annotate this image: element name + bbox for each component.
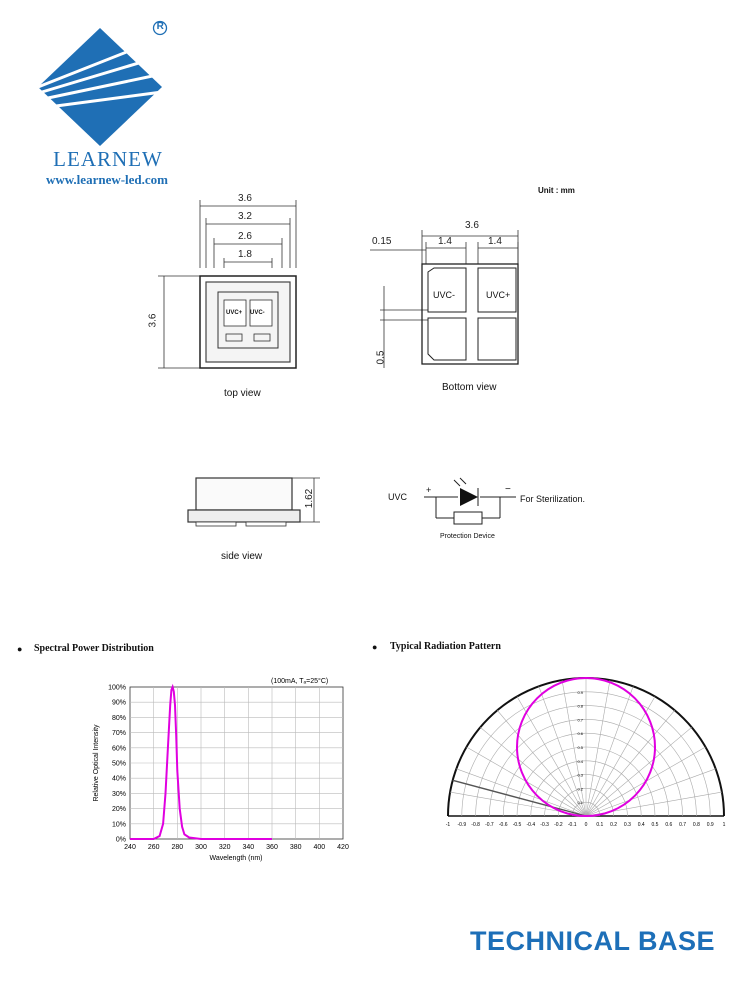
x-tick-label: -0.2 — [554, 822, 563, 828]
x-tick-label: 300 — [195, 844, 207, 851]
y-tick-label: 80% — [111, 714, 126, 722]
x-tick-label: 0.8 — [692, 822, 700, 828]
top-dim-height: 3.6 — [147, 313, 159, 328]
r-tick-label: 0.1 — [577, 800, 583, 806]
r-tick-label: 0.5 — [577, 745, 583, 750]
r-tick-label: 0.6 — [577, 731, 583, 737]
x-tick-label: 340 — [242, 844, 255, 851]
x-tick-label: 0.6 — [665, 822, 673, 828]
x-tick-label: 0.9 — [706, 822, 714, 828]
x-tick-label: -0.5 — [512, 822, 522, 828]
bottom-pad-minus: UVC- — [433, 290, 455, 300]
registered-mark: R — [152, 20, 168, 36]
x-tick-label: 0.7 — [679, 822, 687, 828]
top-dim-pad-span: 1.8 — [238, 249, 252, 260]
bullet-icon: ● — [372, 642, 378, 652]
x-tick-label: 0.5 — [651, 822, 659, 828]
r-tick-label: 0.4 — [577, 758, 583, 764]
circuit-note: For Sterilization. — [520, 494, 586, 504]
top-dim-outer: 3.2 — [238, 211, 252, 222]
x-tick-label: 320 — [218, 844, 231, 851]
top-pad-plus: UVC+ — [226, 310, 243, 316]
x-tick-label: -0.6 — [498, 822, 508, 828]
x-tick-label: -0.3 — [540, 822, 549, 828]
top-dim-width: 3.6 — [238, 193, 252, 204]
y-tick-label: 0% — [115, 836, 126, 844]
x-tick-label: 360 — [266, 844, 278, 851]
bottom-dim-width: 3.6 — [465, 220, 479, 231]
bottom-view-caption: Bottom view — [442, 382, 497, 393]
x-tick-label: 280 — [171, 844, 184, 851]
top-pad-minus: UVC- — [250, 310, 265, 316]
bottom-dim-pad-right: 1.4 — [488, 236, 502, 247]
x-tick-label: -0.1 — [567, 822, 577, 828]
r-tick-label: 0.9 — [577, 689, 583, 695]
radiation-chart — [440, 689, 735, 838]
x-axis-label: Wavelength (nm) — [209, 855, 263, 862]
spectral-heading: Spectral Power Distribution — [34, 643, 154, 654]
y-tick-label: 90% — [111, 699, 126, 707]
y-tick-label: 10% — [111, 821, 126, 829]
side-dim-height: 1.62 — [304, 488, 316, 509]
r-tick-label: 0.2 — [577, 786, 583, 792]
y-tick-label: 20% — [111, 806, 126, 814]
y-tick-label: 50% — [111, 760, 126, 768]
y-tick-label: 100% — [108, 684, 126, 692]
x-tick-label: -1 — [445, 822, 451, 828]
circuit-diagram — [420, 472, 520, 534]
learnew-logo — [38, 28, 162, 146]
circuit-plus: + — [426, 485, 432, 495]
angle-marker — [453, 780, 586, 816]
x-tick-label: -0.7 — [485, 822, 494, 828]
top-dim-inner: 2.6 — [238, 231, 252, 242]
bottom-dim-offset: 0.15 — [372, 236, 392, 247]
x-tick-label: 380 — [289, 844, 302, 851]
circuit-protection: Protection Device — [440, 533, 495, 540]
x-tick-label: 0.4 — [637, 822, 645, 828]
radiation-heading: Typical Radiation Pattern — [390, 641, 501, 652]
unit-label: Unit : mm — [538, 186, 575, 195]
x-tick-label: 400 — [313, 844, 326, 851]
x-tick-label: 260 — [147, 844, 160, 851]
y-tick-label: 40% — [111, 775, 126, 783]
brand-url: www.learnew-led.com — [45, 172, 169, 187]
footer-title: TECHNICAL BASE — [470, 926, 716, 956]
top-view-drawing — [140, 188, 310, 388]
bullet-icon: ● — [17, 644, 23, 654]
bottom-dim-gap: 0.5 — [375, 350, 387, 365]
circuit-minus: − — [505, 484, 511, 495]
circuit-label: UVC — [388, 492, 408, 502]
x-tick-label: 0.1 — [596, 822, 604, 828]
x-tick-label: -0.9 — [457, 822, 467, 828]
r-tick-label: 0.3 — [577, 772, 583, 778]
x-tick-label: 0.2 — [610, 822, 618, 828]
y-axis-label: Relative Optical Intensity — [93, 724, 100, 802]
bottom-pad-plus: UVC+ — [486, 290, 511, 300]
x-tick-label: 1 — [722, 822, 726, 828]
x-tick-label: 0 — [584, 822, 588, 828]
x-tick-label: 420 — [337, 844, 349, 851]
bottom-dim-pad-left: 1.4 — [438, 236, 452, 247]
top-view-caption: top view — [224, 388, 261, 399]
x-tick-label: -0.8 — [471, 822, 480, 828]
x-tick-label: 0.3 — [623, 822, 631, 828]
y-tick-label: 30% — [111, 790, 126, 798]
side-view-caption: side view — [221, 551, 263, 562]
chart-annotation: (100mA, Tₐ=25°C) — [271, 678, 329, 685]
brand-name: LEARNEW — [53, 147, 163, 171]
y-tick-label: 70% — [111, 730, 126, 738]
r-tick-label: 0.8 — [577, 703, 583, 709]
r-tick-label: 0.7 — [577, 717, 583, 723]
x-tick-label: 240 — [124, 844, 136, 851]
y-tick-label: 60% — [111, 745, 126, 753]
x-tick-label: -0.4 — [526, 822, 536, 828]
spectral-chart — [88, 672, 368, 872]
